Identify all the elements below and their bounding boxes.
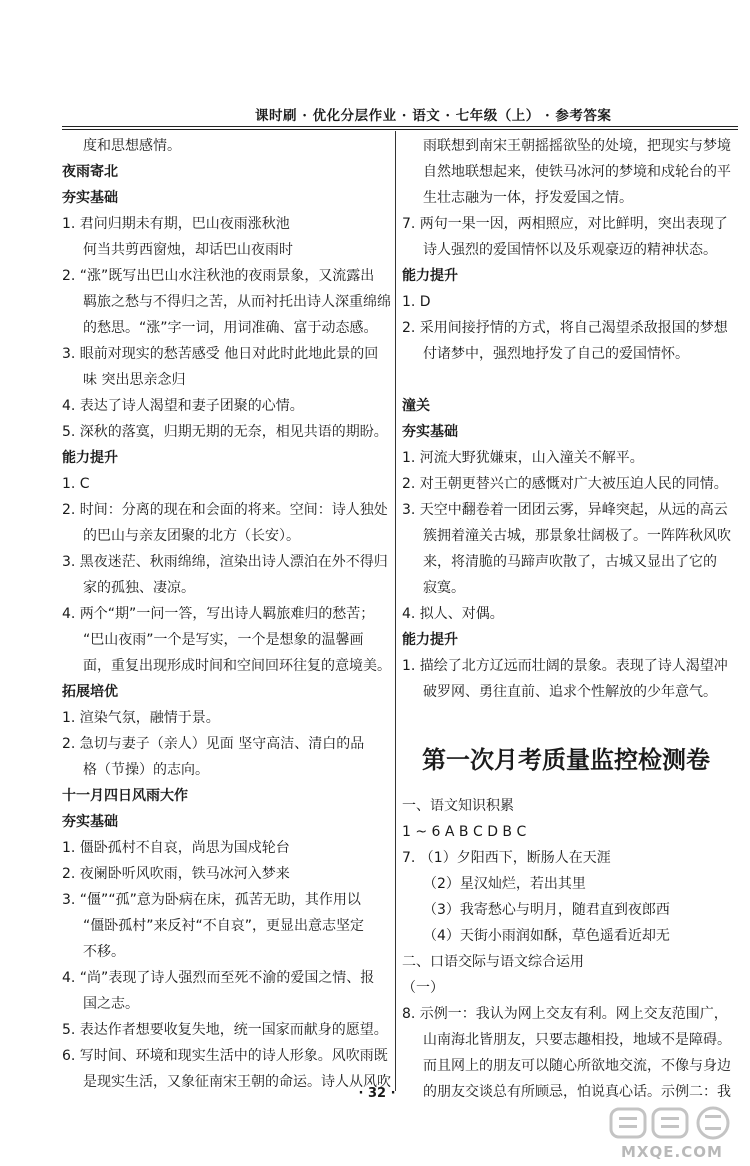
right-column xyxy=(402,133,738,1105)
answer-line: 味 突出思亲念归 xyxy=(83,372,186,388)
answer-line: “巴山夜雨”一个是写实，一个是想象的温馨画 xyxy=(83,632,364,648)
exam-title: 第一次月考质量监控检测卷 xyxy=(422,746,710,774)
answer-line: 1. D xyxy=(402,294,431,310)
section-heading: 拓展培优 xyxy=(62,684,118,700)
answer-line: 度和思想感情。 xyxy=(83,138,181,154)
answer-line: （3）我寄愁心与明月，随君直到夜郎西 xyxy=(423,902,670,918)
answer-line: 是现实生活，又象征南宋王朝的命运。诗人从风吹 xyxy=(83,1074,391,1090)
answer-line: 4. 两个“期”一问一答，写出诗人羁旅难归的愁苦； xyxy=(62,606,375,622)
section-heading: 夜雨寄北 xyxy=(62,164,118,180)
section-heading: 十一月四日风雨大作 xyxy=(62,788,188,804)
answer-line: 2. 夜阑卧听风吹雨，铁马冰河入梦来 xyxy=(62,866,290,882)
answer-line: 的巴山与亲友团聚的北方（长安）。 xyxy=(83,528,300,544)
header-rule-thin xyxy=(62,129,738,130)
page-number: · 32 · xyxy=(358,1086,396,1101)
answer-line: 4. “尚”表现了诗人强烈而至死不渝的爱国之情、报 xyxy=(62,970,375,986)
answer-line: 3. 黑夜迷茫、秋雨绵绵，渲染出诗人漂泊在外不得归 xyxy=(62,554,388,570)
answer-line: 来，将清脆的马蹄声吹散了，古城又显出了它的 xyxy=(423,554,717,570)
page-header: 课时刷 · 优化分层作业 · 语文 · 七年级（上） · 参考答案 xyxy=(255,108,612,124)
answer-line: 而且网上的朋友可以随心所欲地交流，不像与身边 xyxy=(423,1058,731,1074)
answer-line: （2）星汉灿烂，若出其里 xyxy=(423,876,586,892)
section-heading: 能力提升 xyxy=(402,632,458,648)
answer-line: 1. 河流大野犹嫌束，山入潼关不解平。 xyxy=(402,450,644,466)
answer-line: 羁旅之愁与不得归之苦，从而衬托出诗人深重绵绵 xyxy=(83,294,391,310)
section-heading: 能力提升 xyxy=(402,268,458,284)
watermark-url: MXQE.COM xyxy=(621,1143,723,1161)
answer-line: 山南海北皆朋友，只要志趣相投，地域不是障碍。 xyxy=(423,1032,731,1048)
answer-line: 不移。 xyxy=(83,944,125,960)
answer-line: 7. 两句一果一因，两相照应，对比鲜明，突出表现了 xyxy=(402,216,728,232)
answer-line: 2. 时间：分离的现在和会面的将来。空间：诗人独处 xyxy=(62,502,388,518)
answer-line: 自然地联想起来，使铁马冰河的梦境和戍轮台的平 xyxy=(423,164,731,180)
section-heading: 能力提升 xyxy=(62,450,118,466)
answer-line: 7. （1）夕阳西下，断肠人在天涯 xyxy=(402,850,611,866)
answer-line: 4. 拟人、对偶。 xyxy=(402,606,504,622)
left-column xyxy=(62,133,392,1095)
answer-line: 2. 急切与妻子（亲人）见面 坚守高洁、清白的品 xyxy=(62,736,365,752)
answer-line: 1. 君问归期未有期，巴山夜雨涨秋池 xyxy=(62,216,290,232)
answer-line: 5. 深秋的落寞，归期无期的无奈，相见共语的期盼。 xyxy=(62,424,388,440)
answer-line: 2. “涨”既写出巴山水注秋池的夜雨景象，又流露出 xyxy=(62,268,375,284)
answer-line: （4）天街小雨润如酥，草色遥看近却无 xyxy=(423,928,670,944)
section-heading: 夯实基础 xyxy=(62,190,118,206)
answer-line: 的愁思。“涨”字一词，用词准确、富于动态感。 xyxy=(83,320,378,336)
section-heading: 夯实基础 xyxy=(402,424,458,440)
answer-line: 何当共剪西窗烛，却话巴山夜雨时 xyxy=(83,242,293,258)
answer-line: “僵卧孤村”来反衬“不自哀”，更显出意志坚定 xyxy=(83,918,365,934)
answer-line: 3. 天空中翻卷着一团团云雾，异峰突起，从远的高云 xyxy=(402,502,728,518)
header-rule xyxy=(62,126,738,127)
answer-line: 1. 描绘了北方辽远而壮阔的景象。表现了诗人渴望冲 xyxy=(402,658,728,674)
section-heading: 夯实基础 xyxy=(62,814,118,830)
column-divider xyxy=(395,131,396,1091)
answer-line: 1. C xyxy=(62,476,90,492)
watermark xyxy=(607,1103,739,1163)
answer-line: 破罗网、勇往直前、追求个性解放的少年意气。 xyxy=(423,684,717,700)
answer-line: 6. 写时间、环境和现实生活中的诗人形象。风吹雨既 xyxy=(62,1048,388,1064)
answer-line: 8. 示例一：我认为网上交友有利。网上交友范围广， xyxy=(402,1006,728,1022)
answer-line: 1. 僵卧孤村不自哀，尚思为国戍轮台 xyxy=(62,840,290,856)
answer-line: 2. 采用间接抒情的方式，将自己渴望杀敌报国的梦想 xyxy=(402,320,728,336)
answer-line: 生壮志融为一体，抒发爱国之情。 xyxy=(423,190,633,206)
spacer xyxy=(402,367,738,393)
answer-line: 格（节操）的志向。 xyxy=(83,762,209,778)
answer-line: 一、语文知识积累 xyxy=(402,798,514,814)
answer-line: （一） xyxy=(402,980,444,996)
section-heading: 潼关 xyxy=(402,398,430,414)
answer-line: 5. 表达作者想要收复失地，统一国家而献身的愿望。 xyxy=(62,1022,388,1038)
answer-line: 国之志。 xyxy=(83,996,139,1012)
answer-line: 二、口语交际与语文综合运用 xyxy=(402,954,584,970)
answer-line: 4. 表达了诗人渴望和妻子团聚的心情。 xyxy=(62,398,304,414)
watermark-logo xyxy=(607,1103,739,1143)
answer-line: 的朋友交谈总有所顾忌，怕说真心话。示例二：我 xyxy=(423,1084,731,1100)
answer-line: 1 ~ 6 A B C D B C xyxy=(402,824,527,840)
answer-line: 面，重复出现形成时间和空间回环往复的意境美。 xyxy=(83,658,391,674)
answer-line: 付诸梦中，强烈地抒发了自己的爱国情怀。 xyxy=(423,346,689,362)
answer-line: 簇拥着潼关古城，那景象壮阔极了。一阵阵秋风吹 xyxy=(423,528,731,544)
answer-line: 雨联想到南宋王朝摇摇欲坠的处境，把现实与梦境 xyxy=(423,138,731,154)
answer-line: 家的孤独、凄凉。 xyxy=(83,580,195,596)
answer-line: 2. 对王朝更替兴亡的感慨对广大被压迫人民的同情。 xyxy=(402,476,728,492)
answer-line: 3. 眼前对现实的愁苦感受 他日对此时此地此景的回 xyxy=(62,346,379,362)
answer-line: 3. “僵”“孤”意为卧病在床，孤苦无助，其作用以 xyxy=(62,892,361,908)
answer-line: 寂寞。 xyxy=(423,580,465,596)
answer-line: 诗人强烈的爱国情怀以及乐观豪迈的精神状态。 xyxy=(423,242,717,258)
answer-line: 1. 渲染气氛，融情于景。 xyxy=(62,710,220,726)
